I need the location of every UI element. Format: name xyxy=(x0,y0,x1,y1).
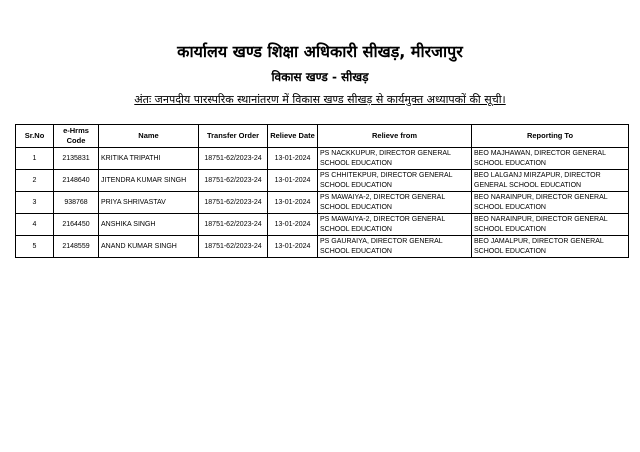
cell-reporting-to: BEO MAJHAWAN, DIRECTOR GENERAL SCHOOL EDUCATION xyxy=(472,148,629,170)
cell-reporting-to: BEO JAMALPUR, DIRECTOR GENERAL SCHOOL EDUCATION xyxy=(472,236,629,258)
header-name: Name xyxy=(99,125,199,148)
cell-reporting-to: BEO LALGANJ MIRZAPUR, DIRECTOR GENERAL SCHOOL EDUCATION xyxy=(472,170,629,192)
table-row xyxy=(16,236,629,258)
header-reporting-to: Reporting To xyxy=(472,125,629,148)
cell-relieve-from: PS CHHITEKPUR, DIRECTOR GENERAL SCHOOL EDUCATION xyxy=(318,170,472,192)
cell-name: PRIYA SHRIVASTAV xyxy=(99,192,199,214)
header-srno: Sr.No xyxy=(16,125,54,148)
header-ehrms-code: e-Hrms Code xyxy=(54,125,99,148)
cell-relieve-from: PS MAWAIYA-2, DIRECTOR GENERAL SCHOOL EDUCATION xyxy=(318,192,472,214)
cell-relieve-date: 13-01-2024 xyxy=(268,214,318,236)
table-row xyxy=(16,170,629,192)
cell-ehrms-code: 2135831 xyxy=(54,148,99,170)
cell-relieve-date: 13-01-2024 xyxy=(268,236,318,258)
header-relieve-from: Relieve from xyxy=(318,125,472,148)
cell-name: KRITIKA TRIPATHI xyxy=(99,148,199,170)
header-transfer-order: Transfer Order xyxy=(199,125,268,148)
header-relieve-date: Relieve Date xyxy=(268,125,318,148)
table-row xyxy=(16,214,629,236)
cell-name: ANAND KUMAR SINGH xyxy=(99,236,199,258)
cell-ehrms-code: 2164450 xyxy=(54,214,99,236)
cell-srno: 3 xyxy=(16,192,54,214)
cell-relieve-date: 13-01-2024 xyxy=(268,192,318,214)
block-subtitle: विकास खण्ड - सीखड़ xyxy=(271,70,369,84)
relieved-teachers-table xyxy=(15,124,629,258)
cell-transfer-order: 18751-62/2023-24 xyxy=(199,236,268,258)
cell-relieve-date: 13-01-2024 xyxy=(268,170,318,192)
cell-relieve-date: 13-01-2024 xyxy=(268,148,318,170)
list-heading: अंतः जनपदीय पारस्परिक स्थानांतरण में विकास खण्ड सीखड़ से कार्यमुक्त अध्यापकों की सूची। xyxy=(134,93,506,106)
cell-srno: 4 xyxy=(16,214,54,236)
cell-reporting-to: BEO NARAINPUR, DIRECTOR GENERAL SCHOOL EDUCATION xyxy=(472,214,629,236)
cell-srno: 2 xyxy=(16,170,54,192)
cell-srno: 1 xyxy=(16,148,54,170)
cell-reporting-to: BEO NARAINPUR, DIRECTOR GENERAL SCHOOL EDUCATION xyxy=(472,192,629,214)
office-title: कार्यालय खण्ड शिक्षा अधिकारी सीखड़, मीरजापुर xyxy=(177,42,463,61)
cell-transfer-order: 18751-62/2023-24 xyxy=(199,148,268,170)
cell-transfer-order: 18751-62/2023-24 xyxy=(199,214,268,236)
cell-transfer-order: 18751-62/2023-24 xyxy=(199,170,268,192)
cell-srno: 5 xyxy=(16,236,54,258)
table-row xyxy=(16,148,629,170)
cell-ehrms-code: 2148640 xyxy=(54,170,99,192)
cell-name: ANSHIKA SINGH xyxy=(99,214,199,236)
cell-ehrms-code: 938768 xyxy=(54,192,99,214)
cell-ehrms-code: 2148559 xyxy=(54,236,99,258)
cell-name: JITENDRA KUMAR SINGH xyxy=(99,170,199,192)
table-row xyxy=(16,192,629,214)
cell-transfer-order: 18751-62/2023-24 xyxy=(199,192,268,214)
cell-relieve-from: PS NACKKUPUR, DIRECTOR GENERAL SCHOOL EDUCATION xyxy=(318,148,472,170)
cell-relieve-from: PS GAURAIYA, DIRECTOR GENERAL SCHOOL EDUCATION xyxy=(318,236,472,258)
table-header-row xyxy=(16,125,629,148)
cell-relieve-from: PS MAWAIYA-2, DIRECTOR GENERAL SCHOOL EDUCATION xyxy=(318,214,472,236)
